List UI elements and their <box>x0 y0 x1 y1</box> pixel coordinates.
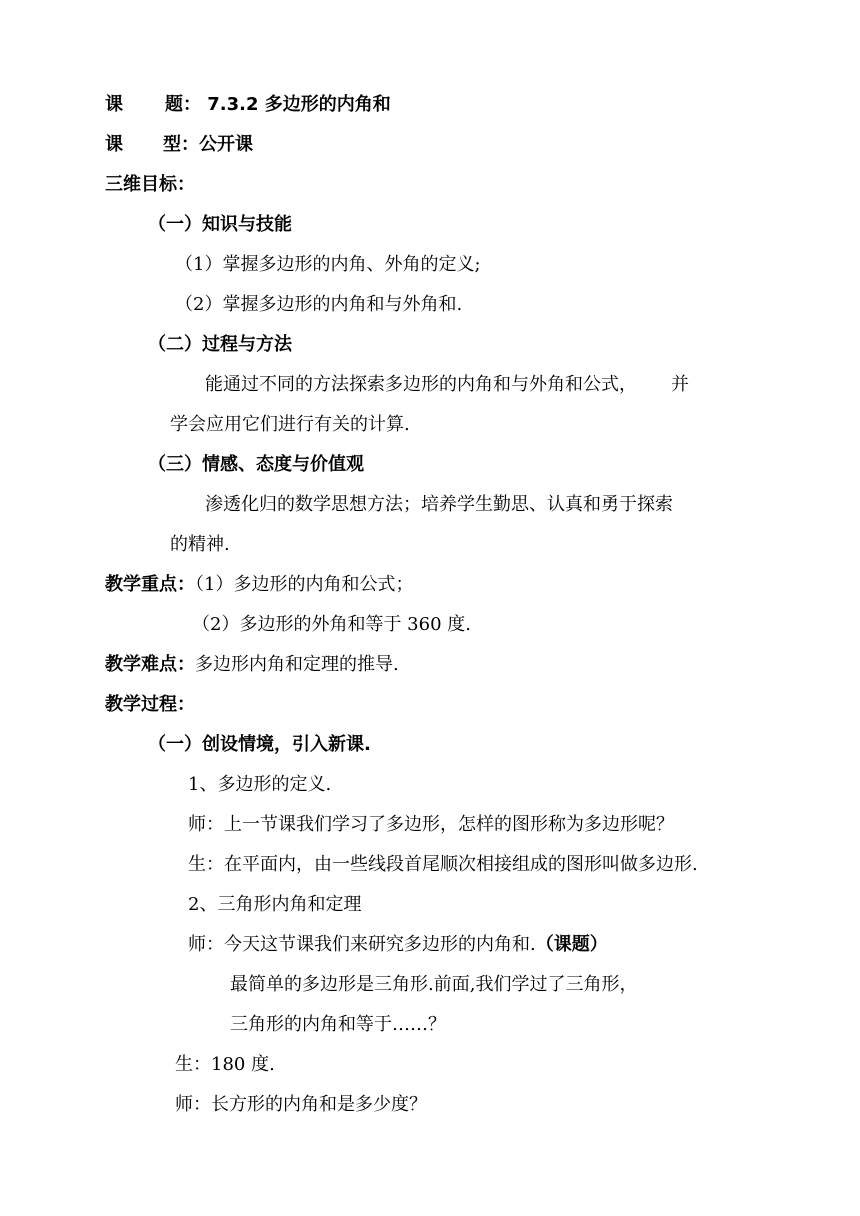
goals-section2-line1-text: 能通过不同的方法探索多边形的内角和与外角和公式， <box>205 374 637 395</box>
goals-title: 三维目标： <box>105 174 195 195</box>
goals-section3-line2: 的精神. <box>170 534 230 555</box>
type-row <box>105 133 253 157</box>
keypoints-item1: （1）多边形的内角和公式； <box>195 574 414 595</box>
process-line-5 <box>188 933 608 957</box>
process-line-6: 最简单的多边形是三角形.前面,我们学过了三角形， <box>230 974 638 995</box>
process-line-2: 师：上一节课我们学习了多边形，怎样的图形称为多边形呢？ <box>188 814 674 835</box>
process-line-5-topic: （课题） <box>535 934 608 955</box>
type-label-char1: 课 <box>105 134 123 155</box>
keypoints-row <box>105 573 413 597</box>
process-title: 教学过程： <box>105 694 195 715</box>
goals-section2-line2: 学会应用它们进行有关的计算. <box>170 414 410 435</box>
goals-section1-title: （一）知识与技能 <box>148 214 292 235</box>
keypoints-label: 教学重点： <box>105 574 195 595</box>
goals-section1-item1: （1）掌握多边形的内角、外角的定义; <box>175 254 481 275</box>
type-value: 公开课 <box>199 134 253 155</box>
process-line-3: 生：在平面内，由一些线段首尾顺次相接组成的图形叫做多边形. <box>188 854 698 875</box>
difficulty-label: 教学难点： <box>105 654 195 675</box>
difficulty-row <box>105 653 399 677</box>
topic-label-char2: 题： <box>165 94 201 115</box>
topic-row <box>105 93 391 117</box>
type-label-char2: 型： <box>163 134 199 155</box>
process-line-7: 三角形的内角和等于……？ <box>230 1014 446 1035</box>
keypoints-item2: （2）多边形的外角和等于 360 度. <box>192 614 471 635</box>
difficulty-text: 多边形内角和定理的推导. <box>195 654 399 675</box>
process-line-5-text: 师：今天这节课我们来研究多边形的内角和. <box>188 934 536 955</box>
goals-section1-item2: （2）掌握多边形的内角和与外角和. <box>175 294 463 315</box>
process-line-1: 1、多边形的定义. <box>188 774 332 795</box>
process-line-4: 2、三角形内角和定理 <box>188 894 362 915</box>
topic-value: 7.3.2 多边形的内角和 <box>207 94 391 115</box>
process-line-9: 师：长方形的内角和是多少度？ <box>175 1094 427 1115</box>
process-line-8: 生：180 度. <box>175 1054 275 1075</box>
goals-section2-title: （二）过程与方法 <box>148 334 292 355</box>
topic-label-char1: 课 <box>105 94 123 115</box>
goals-section2-line1 <box>205 373 689 397</box>
process-step1-title: （一）创设情境，引入新课. <box>148 734 371 755</box>
goals-section3-title: （三）情感、态度与价值观 <box>148 454 364 475</box>
goals-section3-line1: 渗透化归的数学思想方法；培养学生勤思、认真和勇于探索 <box>205 494 673 515</box>
goals-section2-line1-tail: 并 <box>671 374 689 395</box>
